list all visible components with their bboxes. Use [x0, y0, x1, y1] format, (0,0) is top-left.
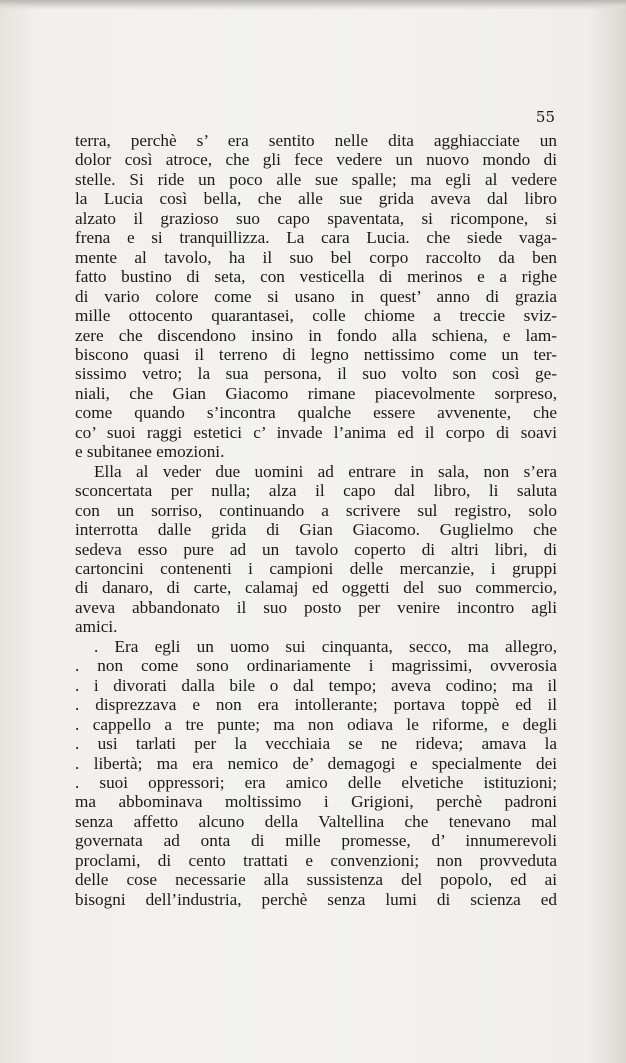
body-text [75, 131, 557, 909]
text-line: terra, perchè s’ era sentito nelle dita agghiacciate un [75, 131, 557, 150]
text-line: di danaro, di carte, calamaj ed oggetti del suo commercio, [75, 578, 557, 598]
text-line: zere che discendono insino in fondo alla schiena, e lam- [75, 325, 557, 345]
text-line: amici. [75, 617, 118, 637]
text-line: interrotta dalle grida di Gian Giacomo. Guglielmo che [75, 520, 557, 540]
text-line: aveva abbandonato il suo posto per venire incontro agli [75, 597, 557, 617]
text-line: sissimo vetro; la sua persona, il suo volto son così ge- [75, 364, 557, 384]
text-line: senza affetto alcuno della Valtellina che tenevano mal [75, 811, 557, 831]
text-line: . cappello a tre punte; ma non odiava le riforme, e degli [75, 714, 557, 734]
text-line: bisogni dell’industria, perchè senza lumi di scienza ed [75, 889, 557, 909]
page-top-edge [0, 0, 626, 10]
text-line: . Era egli un uomo sui cinquanta, secco, ma allegro, [94, 636, 557, 656]
text-line: di vario colore come si usano in quest’ anno di grazia [75, 286, 557, 306]
text-line: frena e si tranquillizza. La cara Lucia. che siede vaga- [75, 228, 557, 248]
text-line: biscono quasi il terreno di legno nettissimo come un ter- [75, 344, 557, 364]
text-line: niali, che Gian Giacomo rimane piacevolmente sorpreso, [75, 383, 557, 403]
text-line: ma abbominava moltissimo i Grigioni, perchè padroni [75, 792, 557, 812]
text-line: governata ad onta di mille promesse, d’ innumerevoli [75, 831, 557, 851]
text-line: delle cose necessarie alla sussistenza del popolo, ed ai [75, 870, 557, 890]
text-line: sconcertata per nulla; alza il capo dal libro, li saluta [75, 481, 557, 501]
text-line: mille ottocento quarantasei, colle chiome a treccie sviz- [75, 306, 557, 326]
text-line: Ella al veder due uomini ad entrare in sala, non s’era [94, 461, 557, 481]
text-line: fatto bustino di seta, con vesticella di merinos e a righe [75, 267, 557, 287]
text-line: alzato il grazioso suo capo spaventata, si ricompone, si [75, 208, 557, 228]
text-line: mente al tavolo, ha il suo bel corpo raccolto da ben [75, 247, 557, 267]
text-line: la Lucia così bella, che alle sue grida aveva dal libro [75, 189, 557, 209]
text-line: con un sorriso, continuando a scrivere sul registro, solo [75, 500, 557, 520]
text-line: e subitanee emozioni. [75, 442, 225, 462]
text-line: . usi tarlati per la vecchiaia se ne rideva; amava la [75, 734, 557, 754]
text-line: proclami, di cento trattati e convenzioni; non provveduta [75, 850, 557, 870]
text-line: . libertà; ma era nemico de’ demagogi e specialmente dei [75, 753, 557, 773]
page-number: 55 [535, 108, 555, 126]
text-line: . i divorati dalla bile o dal tempo; aveva codino; ma il [75, 675, 557, 695]
text-line: co’ suoi raggi estetici c’ invade l’anima ed il corpo di soavi [75, 422, 557, 442]
text-line: cartoncini contenenti i campioni delle mercanzie, i gruppi [75, 558, 557, 578]
text-line: stelle. Si ride un poco alle sue spalle; ma egli al vedere [75, 169, 557, 189]
text-line: . non come sono ordinariamente i magrissimi, ovverosia [75, 656, 557, 676]
text-line: sedeva esso pure ad un tavolo coperto di altri libri, di [75, 539, 557, 559]
text-line: . disprezzava e non era intollerante; portava toppè ed il [75, 695, 557, 715]
text-line: dolor così atroce, che gli fece vedere un nuovo mondo di [75, 150, 557, 170]
text-line: . suoi oppressori; era amico delle elvetiche istituzioni; [75, 772, 557, 792]
text-line: come quando s’incontra qualche essere avvenente, che [75, 403, 557, 423]
